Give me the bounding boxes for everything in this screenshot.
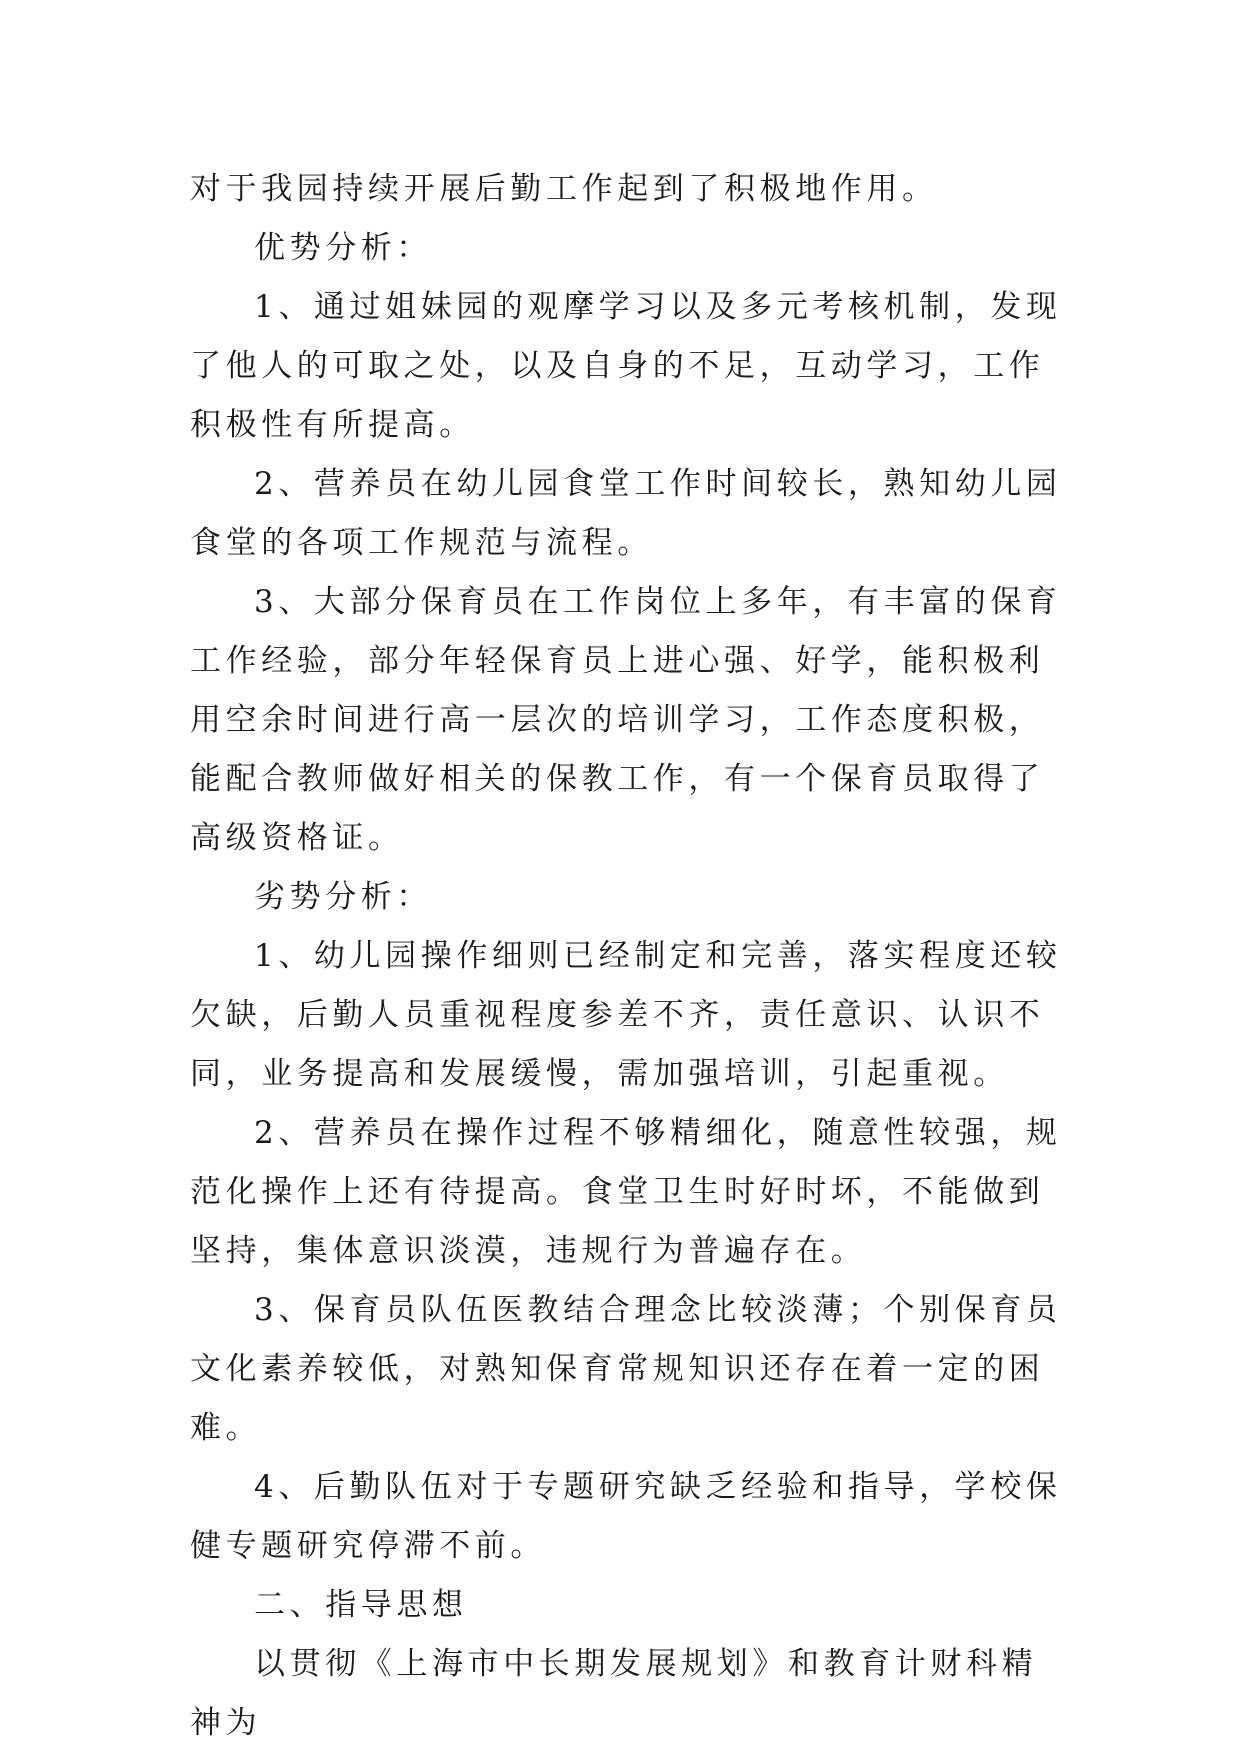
heading-advantage-analysis: 优势分析： — [254, 230, 432, 266]
disadvantage-item-2: 2、营养员在操作过程不够精细化，随意性较强，规范化操作上还有待提高。食堂卫生时好时坏，不能做到坚持，集体意识淡漠，违规行为普遍存在。 — [190, 1115, 1062, 1269]
disadvantage-item-1: 1、幼儿园操作细则已经制定和完善，落实程度还较欠缺，后勤人员重视程度参差不齐，责任意识、认识不同，业务提高和发展缓慢，需加强培训，引起重视。 — [190, 938, 1062, 1092]
heading-disadvantage-analysis: 劣势分析： — [254, 879, 432, 915]
section-heading-guiding-ideology: 二、指导思想 — [254, 1587, 468, 1623]
advantage-item-3: 3、大部分保育员在工作岗位上多年，有丰富的保育工作经验，部分年轻保育员上进心强、好学，能积极利用空余时间进行高一层次的培训学习，工作态度积极，能配合教师做好相关的保教工作，有一个保育员取得了高级资格证。 — [190, 584, 1062, 856]
advantage-item-2: 2、营养员在幼儿园食堂工作时间较长，熟知幼儿园食堂的各项工作规范与流程。 — [190, 466, 1062, 561]
guiding-ideology-text: 以贯彻《上海市中长期发展规划》和教育计财科精神为 — [190, 1646, 1038, 1741]
paragraph-continuation: 对于我园持续开展后勤工作起到了积极地作用。 — [190, 171, 938, 207]
document-body — [190, 160, 1070, 1753]
disadvantage-item-3: 3、保育员队伍医教结合理念比较淡薄；个别保育员文化素养较低，对熟知保育常规知识还存在着一定的困难。 — [190, 1292, 1062, 1446]
advantage-item-1: 1、通过姐妹园的观摩学习以及多元考核机制，发现了他人的可取之处，以及自身的不足，互动学习，工作积极性有所提高。 — [190, 289, 1062, 443]
disadvantage-item-4: 4、后勤队伍对于专题研究缺乏经验和指导，学校保健专题研究停滞不前。 — [190, 1469, 1062, 1564]
